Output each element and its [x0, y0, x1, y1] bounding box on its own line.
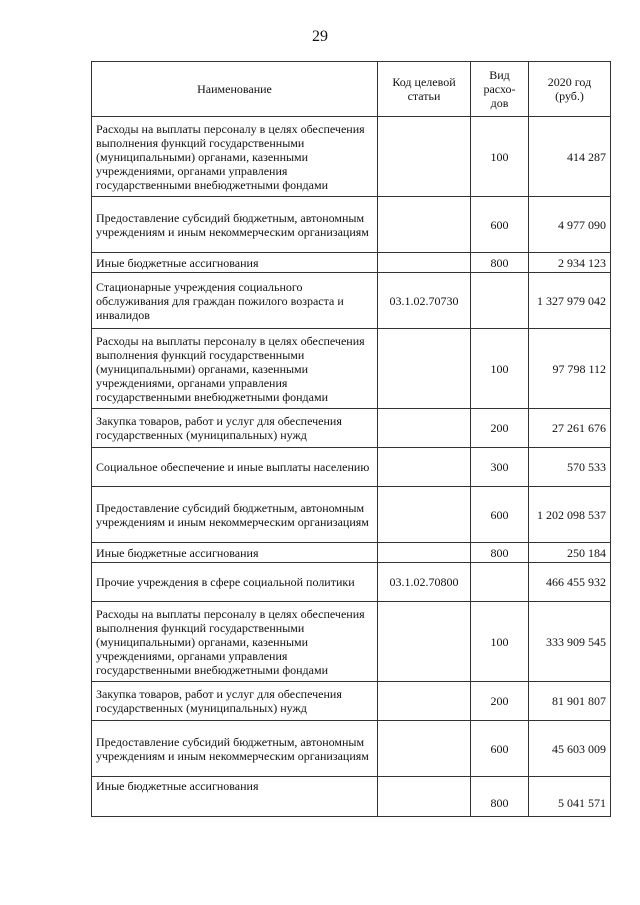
row-name: Прочие учреждения в сфере социальной политики: [92, 563, 378, 602]
row-type: 200: [471, 409, 529, 448]
row-name: Иные бюджетные ассигнования: [92, 253, 378, 273]
row-name: Иные бюджетные ассигнования: [92, 777, 378, 817]
row-name: Предоставление субсидий бюджетным, автономным учреждениям и иным некоммерческим организациям: [92, 197, 378, 253]
table-header-row: [92, 62, 611, 117]
table-row: [92, 543, 611, 563]
row-name: Расходы на выплаты персоналу в целях обеспечения выполнения функций государственными (муниципальными) органами, казенными учреждениями, органами управления государственными внебюджетными фондами: [92, 329, 378, 409]
row-code: [378, 543, 471, 563]
row-amount: 45 603 009: [529, 721, 611, 777]
row-amount: 570 533: [529, 448, 611, 487]
row-amount: 1 327 979 042: [529, 273, 611, 329]
row-code: [378, 777, 471, 817]
header-name: Наименование: [92, 62, 378, 117]
row-code: [378, 448, 471, 487]
row-type: [471, 563, 529, 602]
table-row: [92, 197, 611, 253]
row-amount: 97 798 112: [529, 329, 611, 409]
row-code: [378, 409, 471, 448]
row-code: [378, 197, 471, 253]
table-row: [92, 777, 611, 817]
row-type: 300: [471, 448, 529, 487]
header-amount: 2020 год (руб.): [529, 62, 611, 117]
row-type: 200: [471, 682, 529, 721]
row-amount: 5 041 571: [529, 777, 611, 817]
row-name: Иные бюджетные ассигнования: [92, 543, 378, 563]
row-type: 600: [471, 197, 529, 253]
table-row: [92, 448, 611, 487]
row-name: Закупка товаров, работ и услуг для обеспечения государственных (муниципальных) нужд: [92, 682, 378, 721]
row-amount: 333 909 545: [529, 602, 611, 682]
row-code: [378, 721, 471, 777]
row-code: 03.1.02.70800: [378, 563, 471, 602]
row-code: [378, 253, 471, 273]
row-code: [378, 117, 471, 197]
row-code: 03.1.02.70730: [378, 273, 471, 329]
row-type: 600: [471, 721, 529, 777]
table-row: [92, 602, 611, 682]
row-type: 100: [471, 117, 529, 197]
table-row: [92, 682, 611, 721]
row-amount: 4 977 090: [529, 197, 611, 253]
row-code: [378, 602, 471, 682]
table-row: [92, 487, 611, 543]
row-type: 100: [471, 602, 529, 682]
row-amount: 414 287: [529, 117, 611, 197]
row-type: 800: [471, 253, 529, 273]
budget-table: [91, 61, 611, 817]
row-type: 800: [471, 543, 529, 563]
row-amount: 81 901 807: [529, 682, 611, 721]
row-type: [471, 273, 529, 329]
row-code: [378, 329, 471, 409]
table-row: [92, 329, 611, 409]
row-amount: 250 184: [529, 543, 611, 563]
row-type: 800: [471, 777, 529, 817]
row-amount: 2 934 123: [529, 253, 611, 273]
row-name: Стационарные учреждения социального обслуживания для граждан пожилого возраста и инвалидов: [92, 273, 378, 329]
row-amount: 466 455 932: [529, 563, 611, 602]
header-code: Код целевой статьи: [378, 62, 471, 117]
page-number: 29: [312, 28, 328, 45]
table-row: [92, 253, 611, 273]
row-name: Социальное обеспечение и иные выплаты населению: [92, 448, 378, 487]
table-row: [92, 721, 611, 777]
row-name: Расходы на выплаты персоналу в целях обеспечения выполнения функций государственными (муниципальными) органами, казенными учреждениями, органами управления государственными внебюджетными фондами: [92, 117, 378, 197]
row-type: 600: [471, 487, 529, 543]
header-type: Вид расхо-дов: [471, 62, 529, 117]
row-amount: 27 261 676: [529, 409, 611, 448]
row-code: [378, 682, 471, 721]
row-code: [378, 487, 471, 543]
table-row: [92, 117, 611, 197]
row-amount: 1 202 098 537: [529, 487, 611, 543]
row-name: Предоставление субсидий бюджетным, автономным учреждениям и иным некоммерческим организациям: [92, 721, 378, 777]
row-name: Закупка товаров, работ и услуг для обеспечения государственных (муниципальных) нужд: [92, 409, 378, 448]
row-name: Предоставление субсидий бюджетным, автономным учреждениям и иным некоммерческим организациям: [92, 487, 378, 543]
table-row: [92, 563, 611, 602]
table-row: [92, 409, 611, 448]
table-row: [92, 273, 611, 329]
row-name: Расходы на выплаты персоналу в целях обеспечения выполнения функций государственными (муниципальными) органами, казенными учреждениями, органами управления государственными внебюджетными фондами: [92, 602, 378, 682]
row-type: 100: [471, 329, 529, 409]
